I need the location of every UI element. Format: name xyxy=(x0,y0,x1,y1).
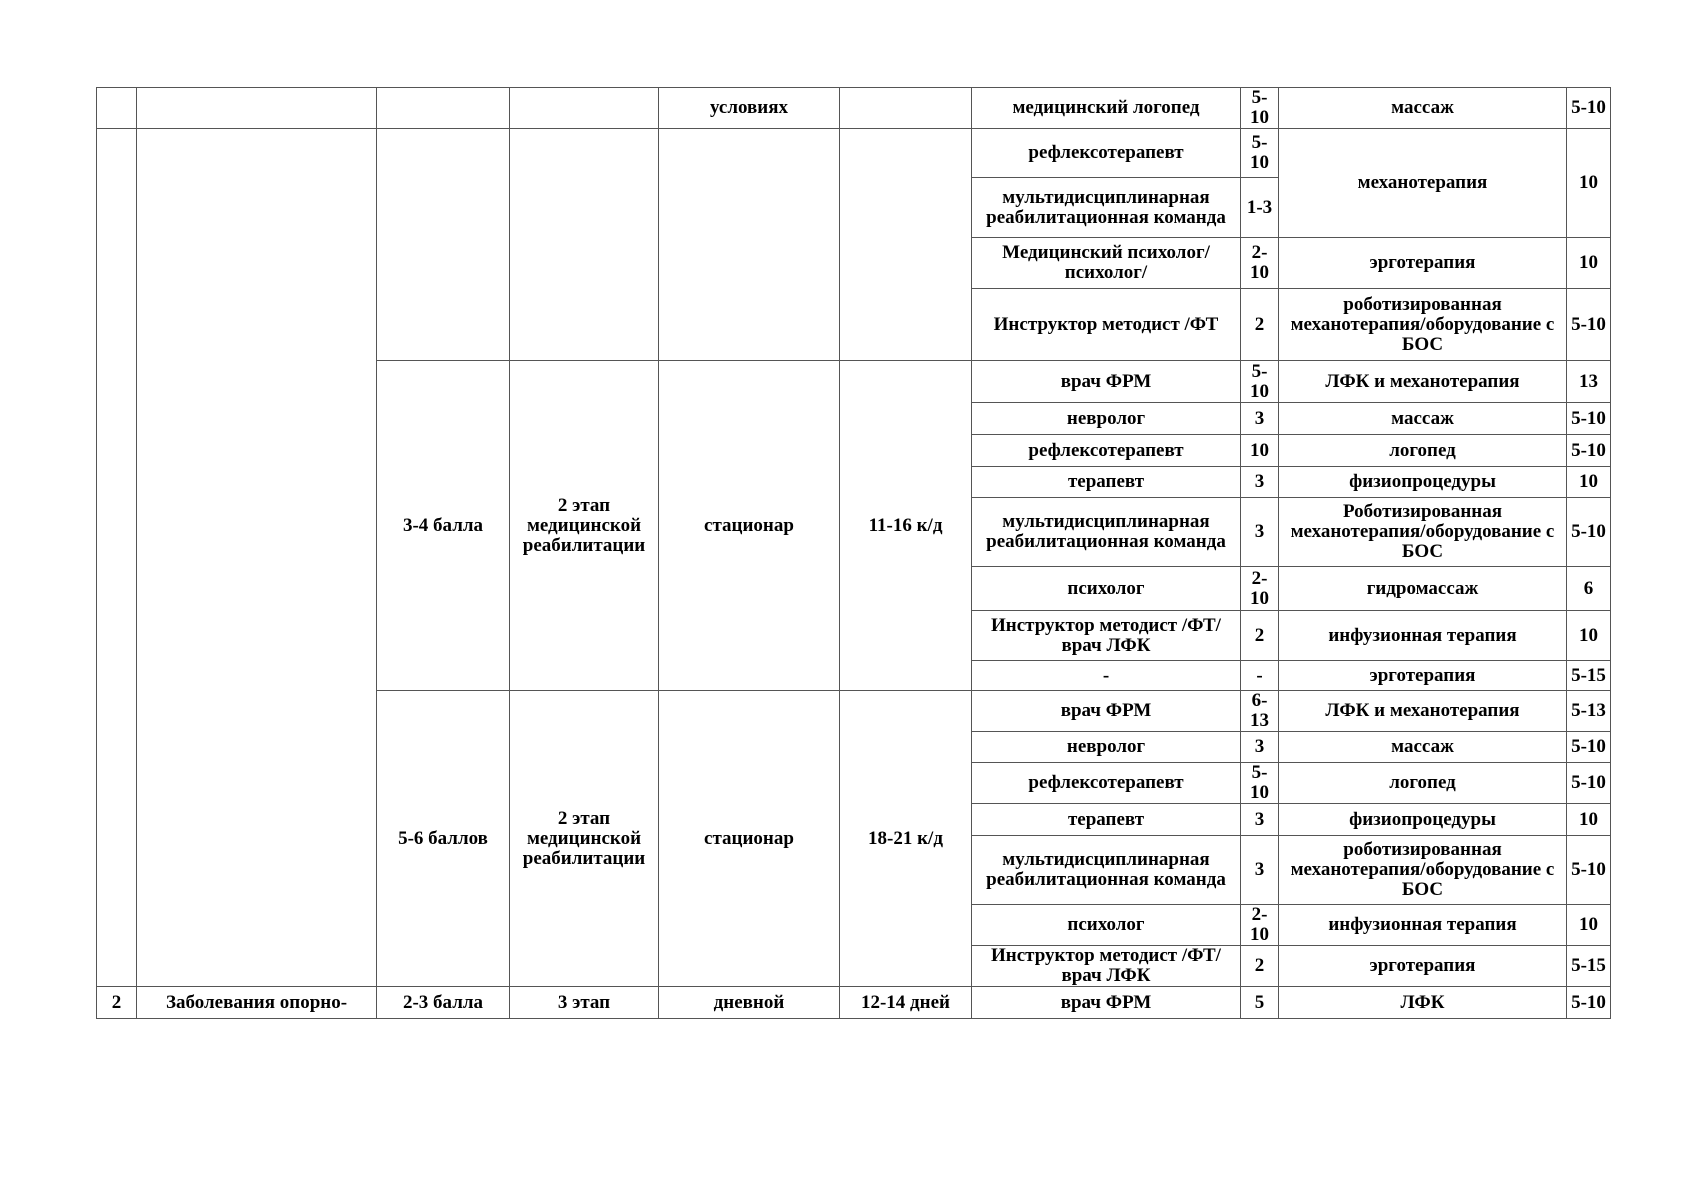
cell-stage: 2 этап медицинской реабилитации xyxy=(510,691,659,987)
cell-empty xyxy=(510,129,659,361)
cell-disease: Заболевания опорно- xyxy=(137,987,377,1019)
cell-specialist: рефлексотерапевт xyxy=(972,435,1241,467)
cell-specialist: - xyxy=(972,661,1241,691)
cell-specialist: рефлексотерапевт xyxy=(972,129,1241,178)
cell-specialist: Инструктор методист /ФТ xyxy=(972,289,1241,361)
cell-procedure-count: 10 xyxy=(1567,238,1611,289)
cell-specialist-count: 10 xyxy=(1241,435,1279,467)
cell-procedure: Роботизированная механотерапия/оборудование с БОС xyxy=(1279,498,1567,567)
cell-stage: 2 этап медицинской реабилитации xyxy=(510,361,659,691)
cell-specialist-count: 2 xyxy=(1241,289,1279,361)
cell-specialist-count: 5-10 xyxy=(1241,763,1279,804)
cell-procedure-count: 10 xyxy=(1567,467,1611,498)
cell-procedure: эрготерапия xyxy=(1279,661,1567,691)
cell-specialist-count: 2-10 xyxy=(1241,567,1279,611)
cell-procedure: логопед xyxy=(1279,435,1567,467)
cell-stage: 3 этап xyxy=(510,987,659,1019)
cell-specialist-count: 5-10 xyxy=(1241,361,1279,403)
cell-empty xyxy=(377,88,510,129)
cell-procedure-count: 5-10 xyxy=(1567,289,1611,361)
cell-procedure-count: 6 xyxy=(1567,567,1611,611)
cell-procedure: инфузионная терапия xyxy=(1279,905,1567,946)
cell-procedure-count: 13 xyxy=(1567,361,1611,403)
cell-specialist-count: 6-13 xyxy=(1241,691,1279,732)
cell-procedure: механотерапия xyxy=(1279,129,1567,238)
cell-specialist-count: 2 xyxy=(1241,611,1279,661)
cell-procedure: эрготерапия xyxy=(1279,238,1567,289)
cell-specialist: врач ФРМ xyxy=(972,361,1241,403)
cell-specialist: мультидисциплинарная реабилитационная команда xyxy=(972,836,1241,905)
cell-procedure-count: 5-15 xyxy=(1567,661,1611,691)
cell-procedure: массаж xyxy=(1279,403,1567,435)
cell-specialist: мультидисциплинарная реабилитационная команда xyxy=(972,178,1241,238)
cell-procedure: массаж xyxy=(1279,732,1567,763)
cell-procedure-count: 5-15 xyxy=(1567,946,1611,987)
cell-specialist-count: 3 xyxy=(1241,732,1279,763)
cell-score: 3-4 балла xyxy=(377,361,510,691)
cell-specialist: врач ФРМ xyxy=(972,987,1241,1019)
cell-procedure-count: 5-10 xyxy=(1567,435,1611,467)
cell-empty xyxy=(840,129,972,361)
cell-empty xyxy=(840,88,972,129)
cell-specialist: невролог xyxy=(972,732,1241,763)
cell-procedure: физиопроцедуры xyxy=(1279,467,1567,498)
cell-specialist-count: 5-10 xyxy=(1241,88,1279,129)
table-row xyxy=(97,987,1611,1019)
cell-specialist: Медицинский психолог/психолог/ xyxy=(972,238,1241,289)
cell-procedure: физиопроцедуры xyxy=(1279,804,1567,836)
cell-procedure: инфузионная терапия xyxy=(1279,611,1567,661)
cell-empty xyxy=(137,129,377,987)
cell-procedure: массаж xyxy=(1279,88,1567,129)
cell-place: условиях xyxy=(659,88,840,129)
cell-specialist: психолог xyxy=(972,905,1241,946)
cell-procedure-count: 5-10 xyxy=(1567,498,1611,567)
cell-empty xyxy=(137,88,377,129)
cell-empty xyxy=(97,88,137,129)
cell-procedure-count: 10 xyxy=(1567,905,1611,946)
cell-procedure: ЛФК xyxy=(1279,987,1567,1019)
cell-number: 2 xyxy=(97,987,137,1019)
cell-specialist-count: - xyxy=(1241,661,1279,691)
cell-specialist-count: 2-10 xyxy=(1241,238,1279,289)
cell-specialist: врач ФРМ xyxy=(972,691,1241,732)
cell-procedure-count: 5-13 xyxy=(1567,691,1611,732)
cell-specialist: Инструктор методист /ФТ/врач ЛФК xyxy=(972,946,1241,987)
cell-specialist-count: 2 xyxy=(1241,946,1279,987)
cell-specialist: невролог xyxy=(972,403,1241,435)
cell-specialist-count: 3 xyxy=(1241,403,1279,435)
cell-specialist: рефлексотерапевт xyxy=(972,763,1241,804)
cell-specialist: психолог xyxy=(972,567,1241,611)
table-row xyxy=(97,129,1611,178)
cell-specialist: медицинский логопед xyxy=(972,88,1241,129)
cell-procedure: ЛФК и механотерапия xyxy=(1279,691,1567,732)
cell-place: дневной xyxy=(659,987,840,1019)
cell-place: стационар xyxy=(659,691,840,987)
cell-duration: 11-16 к/д xyxy=(840,361,972,691)
cell-procedure-count: 10 xyxy=(1567,129,1611,238)
cell-duration: 18-21 к/д xyxy=(840,691,972,987)
cell-empty xyxy=(510,88,659,129)
cell-procedure-count: 5-10 xyxy=(1567,987,1611,1019)
cell-procedure: гидромассаж xyxy=(1279,567,1567,611)
cell-procedure: роботизированная механотерапия/оборудование с БОС xyxy=(1279,836,1567,905)
cell-empty xyxy=(377,129,510,361)
cell-procedure-count: 5-10 xyxy=(1567,403,1611,435)
table-row xyxy=(97,88,1611,129)
cell-procedure-count: 5-10 xyxy=(1567,836,1611,905)
cell-specialist-count: 3 xyxy=(1241,836,1279,905)
cell-specialist-count: 2-10 xyxy=(1241,905,1279,946)
cell-procedure: эрготерапия xyxy=(1279,946,1567,987)
cell-empty xyxy=(659,129,840,361)
cell-procedure: ЛФК и механотерапия xyxy=(1279,361,1567,403)
cell-specialist-count: 5 xyxy=(1241,987,1279,1019)
cell-procedure-count: 5-10 xyxy=(1567,763,1611,804)
cell-procedure: логопед xyxy=(1279,763,1567,804)
cell-score: 5-6 баллов xyxy=(377,691,510,987)
cell-place: стационар xyxy=(659,361,840,691)
cell-specialist: Инструктор методист /ФТ/врач ЛФК xyxy=(972,611,1241,661)
cell-specialist-count: 1-3 xyxy=(1241,178,1279,238)
cell-procedure: роботизированная механотерапия/оборудование с БОС xyxy=(1279,289,1567,361)
cell-specialist-count: 3 xyxy=(1241,498,1279,567)
cell-specialist: терапевт xyxy=(972,467,1241,498)
rehabilitation-table xyxy=(96,87,1611,1019)
cell-procedure-count: 5-10 xyxy=(1567,732,1611,763)
cell-duration: 12-14 дней xyxy=(840,987,972,1019)
cell-empty xyxy=(97,129,137,987)
cell-specialist: мультидисциплинарная реабилитационная команда xyxy=(972,498,1241,567)
cell-specialist: терапевт xyxy=(972,804,1241,836)
cell-specialist-count: 3 xyxy=(1241,804,1279,836)
cell-procedure-count: 10 xyxy=(1567,611,1611,661)
cell-score: 2-3 балла xyxy=(377,987,510,1019)
cell-procedure-count: 5-10 xyxy=(1567,88,1611,129)
cell-procedure-count: 10 xyxy=(1567,804,1611,836)
cell-specialist-count: 3 xyxy=(1241,467,1279,498)
cell-specialist-count: 5-10 xyxy=(1241,129,1279,178)
